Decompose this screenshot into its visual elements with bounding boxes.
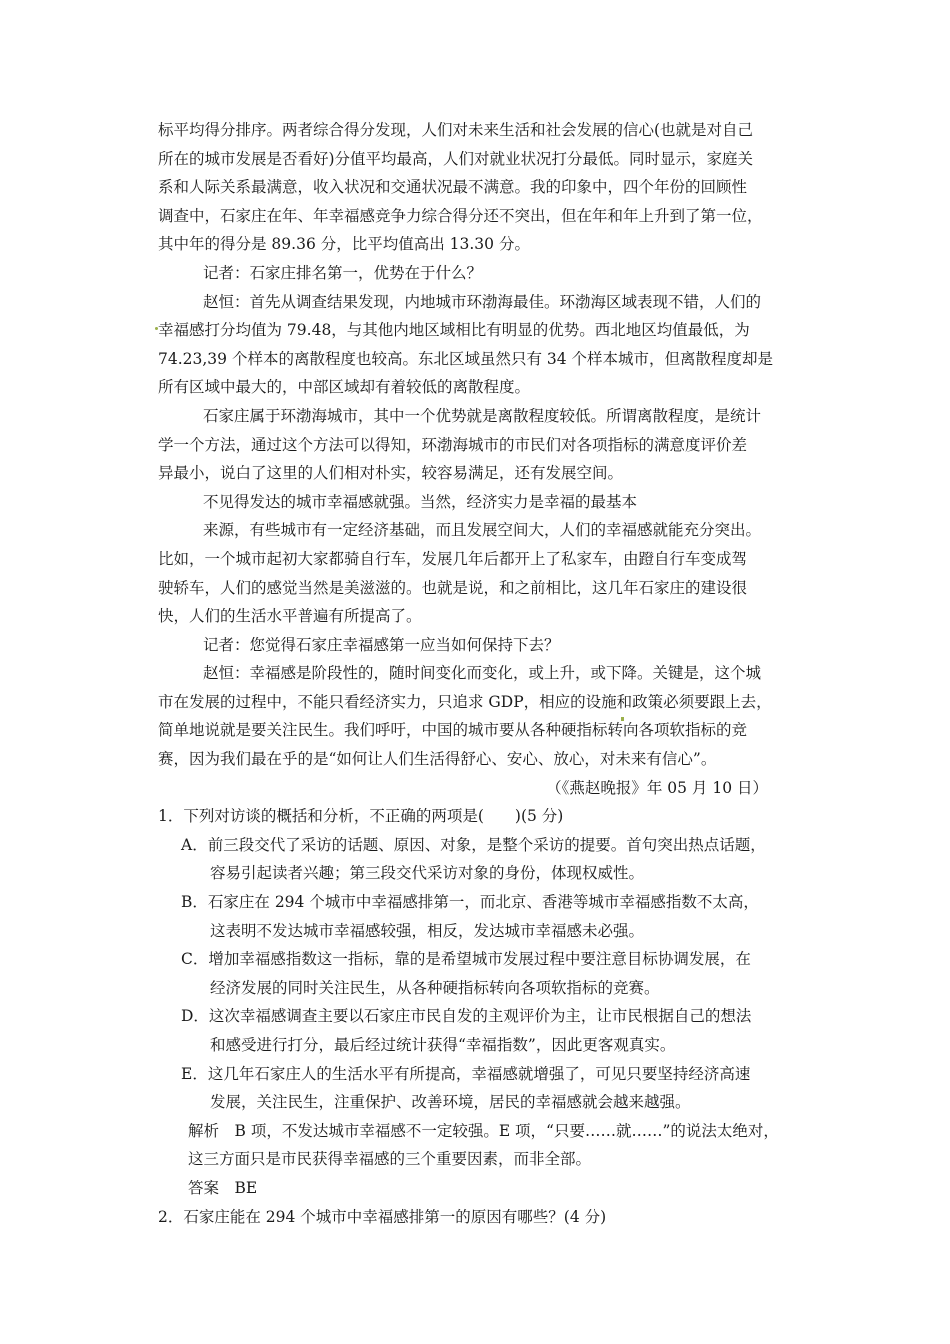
paragraph-line: 其中年的得分是 89.36 分，比平均值高出 13.30 分。 (158, 235, 530, 254)
paragraph-line: 所在的城市发展是否看好)分值平均最高，人们对就业状况打分最低。同时显示，家庭关 (158, 149, 754, 168)
paragraph-line: 所有区域中最大的，中部区域却有着较低的离散程度。 (158, 378, 531, 397)
option-c: C．增加幸福感指数这一指标，靠的是希望城市发展过程中要注意目标协调发展，在 (181, 950, 751, 969)
paragraph-line: 学一个方法，通过这个方法可以得知，环渤海城市的市民们对各项指标的满意度评价差 (158, 435, 748, 454)
article-body (158, 116, 808, 1231)
paragraph-line: 来源，有些城市有一定经济基础，而且发展空间大，人们的幸福感就能充分突出。 (203, 521, 762, 540)
paragraph-line: 快，人们的生活水平普遍有所提高了。 (158, 607, 422, 626)
paragraph-line: 市在发展的过程中，不能只看经济实力，只追求 GDP，相应的设施和政策必须要跟上去， (158, 692, 772, 711)
paragraph-line: 赵恒：首先从调查结果发现，内地城市环渤海最佳。环渤海区域表现不错，人们的 (203, 292, 762, 311)
paragraph-line: 幸福感打分均值为 79.48，与其他内地区域相比有明显的优势。西北地区均值最低，为 (158, 321, 750, 340)
analysis: 解析 B 项，不发达城市幸福感不一定较强。E 项，“只要……就……”的说法太绝对， (188, 1121, 779, 1140)
option-a: A．前三段交代了采访的话题、原因、对象，是整个采访的提要。首句突出热点话题， (181, 835, 766, 854)
option-b: B．石家庄在 294 个城市中幸福感排第一，而北京、香港等城市幸福感指数不太高， (181, 893, 759, 912)
reporter-question: 记者：您觉得石家庄幸福感第一应当如何保持下去？ (203, 635, 560, 654)
paragraph-line: 调查中，石家庄在年、年幸福感竞争力综合得分还不突出，但在年和年上升到了第一位， (158, 206, 763, 225)
paragraph-line: 系和人际关系最满意，收入状况和交通状况最不满意。我的印象中，四个年份的回顾性 (158, 178, 748, 197)
answer: 答案 BE (188, 1178, 258, 1197)
option-c-continued: 经济发展的同时关注民生，从各种硬指标转向各项软指标的竞赛。 (210, 978, 660, 997)
paragraph-line: 标平均得分排序。两者综合得分发现，人们对未来生活和社会发展的信心(也就是对自己 (158, 121, 754, 139)
option-d-continued: 和感受进行打分，最后经过统计获得“幸福指数”，因此更客观真实。 (210, 1036, 676, 1054)
paragraph-line: 简单地说就是要关注民生。我们呼吁，中国的城市要从各种硬指标转向各项软指标的竞 (158, 721, 748, 740)
option-e: E．这几年石家庄人的生活水平有所提高，幸福感就增强了，可见只要坚持经济高速 (181, 1064, 751, 1083)
paragraph-line: 74.23,39 个样本的离散程度也较高。东北区域虽然只有 34 个样本城市，但离散程度却是 (158, 349, 774, 368)
paragraph-line: 不见得发达的城市幸福感就强。当然，经济实力是幸福的最基本 (203, 492, 638, 511)
analysis-continued: 这三方面只是市民获得幸福感的三个重要因素，而非全部。 (188, 1150, 592, 1169)
paragraph-line: 异最小，说白了这里的人们相对朴实，较容易满足，还有发展空间。 (158, 464, 624, 483)
question-2-stem: 2．石家庄能在 294 个城市中幸福感排第一的原因有哪些？(4 分) (158, 1207, 607, 1226)
reporter-question: 记者：石家庄排名第一，优势在于什么？ (203, 263, 483, 282)
option-d: D．这次幸福感调查主要以石家庄市民自发的主观评价为主，让市民根据自己的想法 (181, 1007, 752, 1026)
paragraph-line: 石家庄属于环渤海城市，其中一个优势就是离散程度较低。所谓离散程度，是统计 (203, 406, 762, 425)
question-1-stem: 1．下列对访谈的概括和分析，不正确的两项是( )(5 分) (158, 807, 564, 826)
paragraph-line: 赛，因为我们最在乎的是“如何让人们生活得舒心、安心、放心，对未来有信心”。 (158, 750, 717, 769)
paragraph-line: 驶轿车，人们的感觉当然是美滋滋的。也就是说，和之前相比，这几年石家庄的建设很 (158, 578, 748, 597)
article-source: （《燕赵晚报》年 05 月 10 日） (546, 778, 768, 797)
option-e-continued: 发展，关注民生，注重保护、改善环境，居民的幸福感就会越来越强。 (210, 1093, 691, 1112)
option-a-continued: 容易引起读者兴趣；第三段交代采访对象的身份，体现权威性。 (210, 864, 645, 883)
paragraph-line: 比如，一个城市起初大家都骑自行车，发展几年后都开上了私家车，由蹬自行车变成驾 (158, 549, 748, 568)
option-b-continued: 这表明不发达城市幸福感较强，相反，发达城市幸福感未必强。 (210, 921, 645, 940)
paragraph-line: 赵恒：幸福感是阶段性的，随时间变化而变化，或上升，或下降。关键是，这个城 (203, 664, 762, 683)
